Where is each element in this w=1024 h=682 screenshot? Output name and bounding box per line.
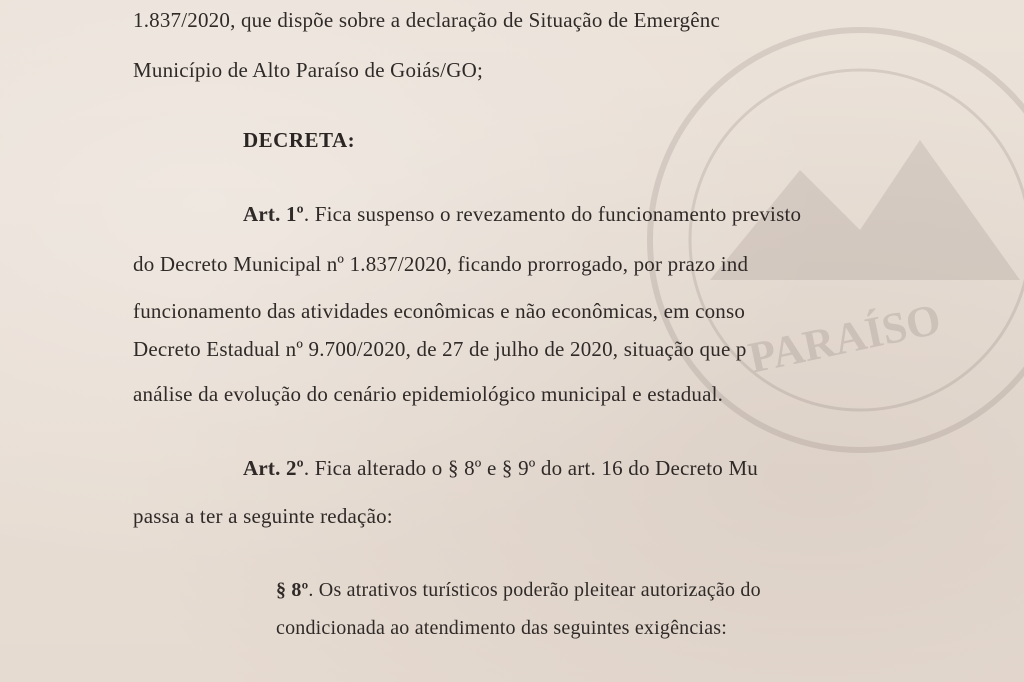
watermark-text: PARAÍSO [744,294,945,383]
intro-line-2: Município de Alto Paraíso de Goiás/GO; [133,58,483,82]
art2-label: Art. 2º [243,456,304,480]
art2-line-2: passa a ter a seguinte redação: [133,504,393,528]
art1-label: Art. 1º [243,202,304,226]
art2-line-1-text: . Fica alterado o § 8º e § 9º do art. 16 do Decreto Mu [303,456,759,480]
art2-line-1 [243,458,758,479]
paragraph8-line-1-text: . Os atrativos turísticos poderão pleitear autorização do [308,579,761,601]
art1-line-4: Decreto Estadual nº 9.700/2020, de 27 de julho de 2020, situação que p [133,337,747,361]
intro-line-1: 1.837/2020, que dispõe sobre a declaração de Situação de Emergênc [133,8,720,32]
art1-line-2: do Decreto Municipal nº 1.837/2020, ficando prorrogado, por prazo ind [133,252,749,276]
paragraph8-label: § 8º [276,579,309,601]
art1-line-1-text: . Fica suspenso o revezamento do funcionamento previsto [303,202,802,226]
paragraph8-line-1 [276,580,761,600]
decreta-heading: DECRETA: [243,128,356,152]
paragraph8-line-2: condicionada ao atendimento das seguintes exigências: [276,617,728,639]
art1-line-3: funcionamento das atividades econômicas e não econômicas, em conso [133,299,746,323]
art1-line-5: análise da evolução do cenário epidemiológico municipal e estadual. [133,382,724,406]
art1-line-1 [243,204,801,225]
